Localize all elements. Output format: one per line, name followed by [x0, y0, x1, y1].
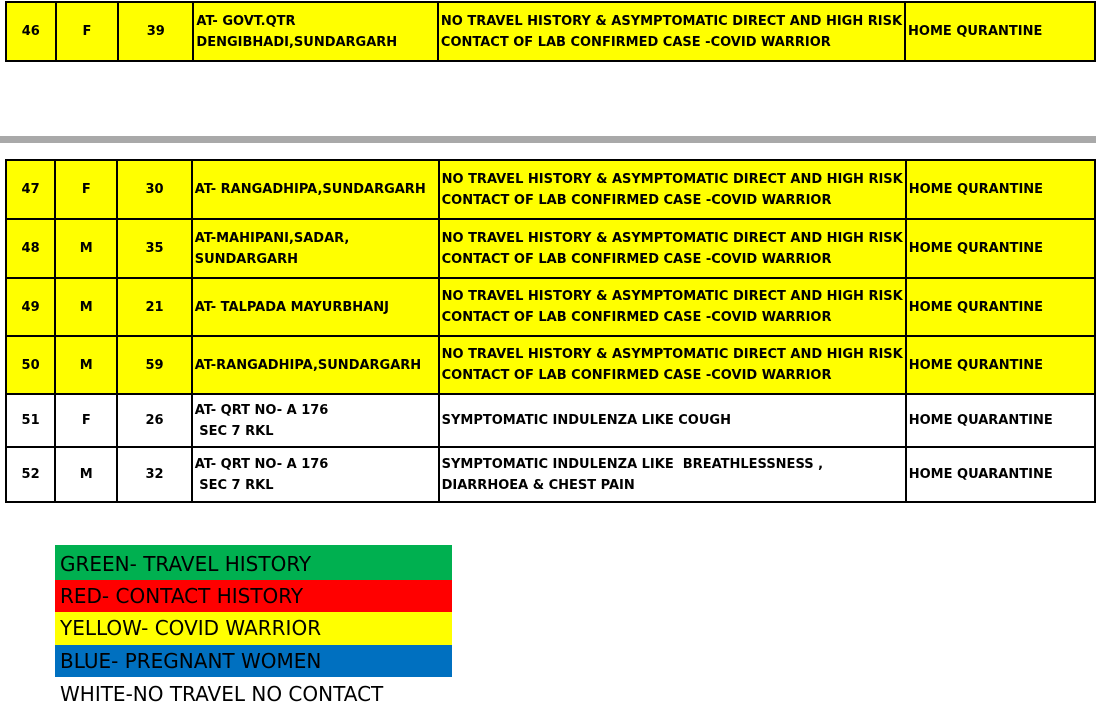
quarantine-status-cell: HOME QUARANTINE [906, 394, 1095, 447]
serial-number-cell: 51 [6, 394, 55, 447]
quarantine-status-cell: HOME QURANTINE [906, 160, 1095, 219]
patient-table-main [5, 159, 1096, 503]
sex-cell: F [56, 2, 119, 61]
table-row [6, 336, 1095, 394]
serial-number-cell: 48 [6, 219, 55, 278]
table-row [6, 394, 1095, 447]
sex-cell: F [55, 394, 117, 447]
patient-table-top [5, 1, 1096, 62]
quarantine-status-cell: HOME QUARANTINE [906, 447, 1095, 502]
address-cell-line: AT- GOVT.QTR [196, 13, 296, 29]
legend-item-green: GREEN- TRAVEL HISTORY [55, 545, 452, 580]
remarks-cell [438, 2, 905, 61]
remarks-cell [439, 219, 906, 278]
table-row [6, 160, 1095, 219]
legend-item-white: WHITE-NO TRAVEL NO CONTACT [55, 677, 452, 703]
serial-number-cell: 49 [6, 278, 55, 336]
age-cell: 39 [118, 2, 193, 61]
remarks-cell [439, 278, 906, 336]
quarantine-status-cell: HOME QURANTINE [906, 278, 1095, 336]
address-cell [193, 2, 437, 61]
remarks-cell [439, 394, 906, 447]
table-row [6, 219, 1095, 278]
remarks-cell [439, 160, 906, 219]
age-cell: 32 [117, 447, 191, 502]
remarks-cell-line: CONTACT OF LAB CONFIRMED CASE -COVID WARRIOR [440, 34, 831, 50]
remarks-cell-line: DIARRHOEA & CHEST PAIN [441, 477, 635, 493]
remarks-cell-line: NO TRAVEL HISTORY & ASYMPTOMATIC DIRECT AND HIGH RISK [441, 347, 903, 362]
legend-item-yellow: YELLOW- COVID WARRIOR [55, 612, 452, 645]
sex-cell: M [55, 447, 117, 502]
address-cell-line: AT- QRT NO- A 176 [194, 456, 329, 472]
address-cell [192, 336, 439, 394]
sex-cell: M [55, 219, 117, 278]
address-cell-line: AT- RANGADHIPA,SUNDARGARH [194, 182, 426, 197]
address-cell-line: SEC 7 RKL [194, 477, 274, 493]
remarks-cell-line: NO TRAVEL HISTORY & ASYMPTOMATIC DIRECT AND HIGH RISK [441, 171, 903, 187]
color-legend [55, 545, 452, 703]
legend-item-red: RED- CONTACT HISTORY [55, 580, 452, 612]
serial-number-cell: 50 [6, 336, 55, 394]
sex-cell: M [55, 336, 117, 394]
remarks-cell-line: NO TRAVEL HISTORY & ASYMPTOMATIC DIRECT AND HIGH RISK [441, 289, 903, 304]
remarks-cell-line: CONTACT OF LAB CONFIRMED CASE -COVID WARRIOR [441, 192, 832, 208]
address-cell [192, 394, 439, 447]
address-cell [192, 160, 439, 219]
address-cell-line: SEC 7 RKL [194, 423, 274, 439]
table-row [6, 447, 1095, 502]
quarantine-status-cell: HOME QURANTINE [906, 219, 1095, 278]
remarks-cell-line: NO TRAVEL HISTORY & ASYMPTOMATIC DIRECT AND HIGH RISK [441, 230, 903, 246]
remarks-cell-line: SYMPTOMATIC INDULENZA LIKE COUGH [441, 413, 731, 428]
remarks-cell [439, 447, 906, 502]
remarks-cell-line: NO TRAVEL HISTORY & ASYMPTOMATIC DIRECT AND HIGH RISK [440, 13, 903, 29]
table-row [6, 2, 1095, 61]
sex-cell: M [55, 278, 117, 336]
address-cell [192, 278, 439, 336]
age-cell: 59 [117, 336, 191, 394]
address-cell-line: SUNDARGARH [194, 251, 299, 267]
address-cell-line: DENGIBHADI,SUNDARGARH [196, 34, 398, 50]
address-cell-line: AT-MAHIPANI,SADAR, [194, 230, 350, 246]
quarantine-status-cell: HOME QURANTINE [906, 336, 1095, 394]
sex-cell: F [55, 160, 117, 219]
serial-number-cell: 46 [6, 2, 56, 61]
remarks-cell-line: CONTACT OF LAB CONFIRMED CASE -COVID WARRIOR [441, 310, 832, 325]
remarks-cell-line: SYMPTOMATIC INDULENZA LIKE BREATHLESSNESS , [441, 456, 824, 472]
address-cell [192, 447, 439, 502]
address-cell-line: AT- QRT NO- A 176 [194, 402, 329, 418]
table-row [6, 278, 1095, 336]
remarks-cell-line: CONTACT OF LAB CONFIRMED CASE -COVID WARRIOR [441, 368, 832, 383]
separator-band [0, 136, 1096, 143]
age-cell: 26 [117, 394, 191, 447]
address-cell-line: AT-RANGADHIPA,SUNDARGARH [194, 357, 422, 373]
age-cell: 21 [117, 278, 191, 336]
quarantine-status-cell: HOME QURANTINE [905, 2, 1095, 61]
remarks-cell [439, 336, 906, 394]
address-cell-line: AT- TALPADA MAYURBHANJ [194, 299, 389, 315]
age-cell: 35 [117, 219, 191, 278]
address-cell [192, 219, 439, 278]
legend-item-blue: BLUE- PREGNANT WOMEN [55, 645, 452, 677]
serial-number-cell: 52 [6, 447, 55, 502]
age-cell: 30 [117, 160, 191, 219]
remarks-cell-line: CONTACT OF LAB CONFIRMED CASE -COVID WARRIOR [441, 251, 832, 267]
serial-number-cell: 47 [6, 160, 55, 219]
